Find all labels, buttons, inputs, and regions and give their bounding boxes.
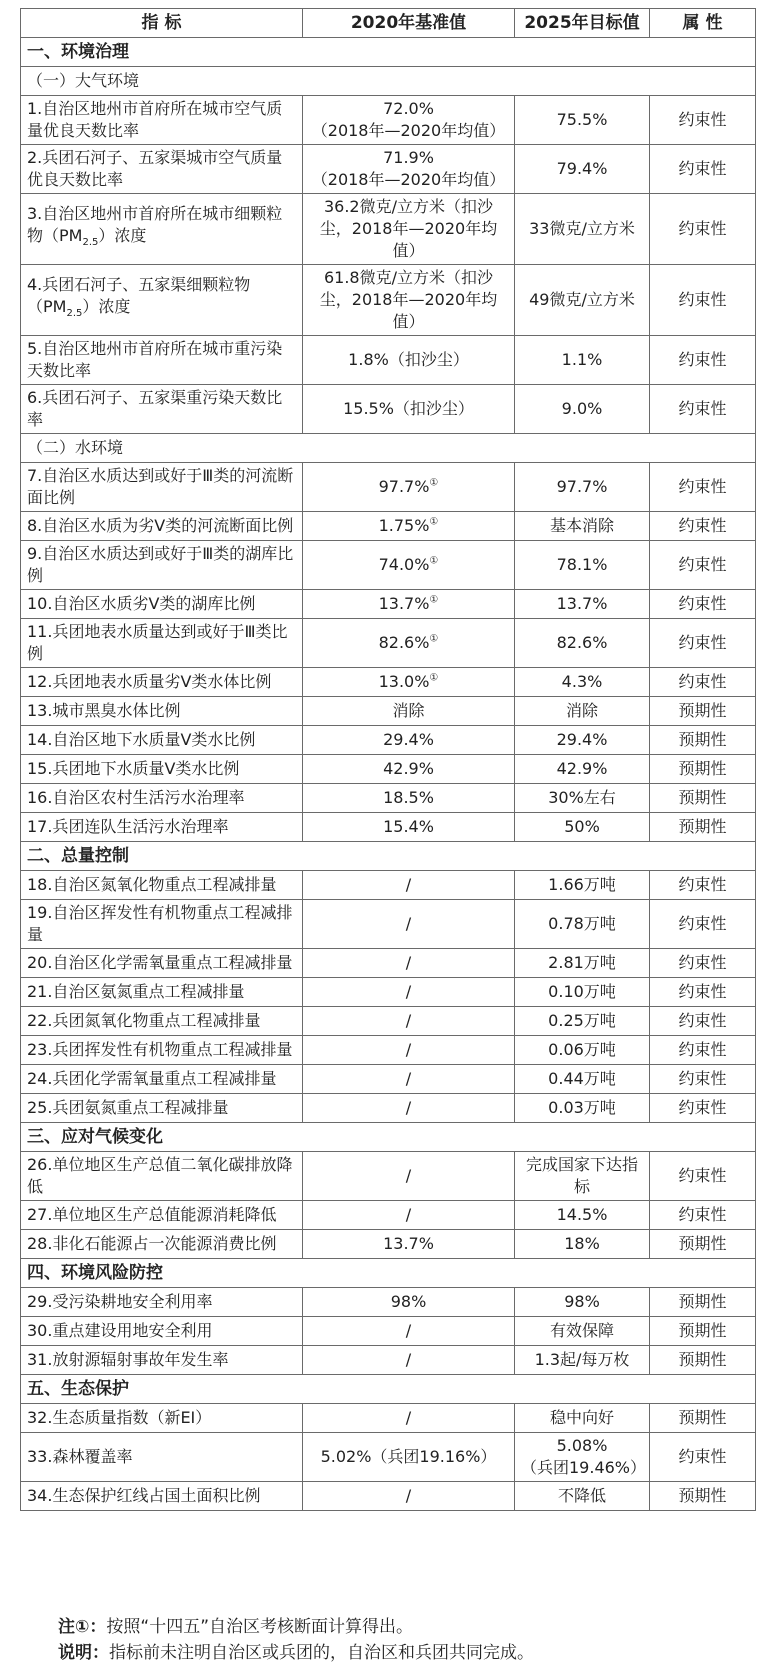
baseline-value: / [303, 1094, 515, 1123]
table-row [21, 978, 756, 1007]
indicator-name: 13.城市黑臭水体比例 [21, 697, 303, 726]
target-value: 0.44万吨 [515, 1065, 650, 1094]
target-value: 0.78万吨 [515, 900, 650, 949]
attribute-value: 约束性 [650, 900, 756, 949]
subsection-header-row [21, 67, 756, 96]
attribute-value: 约束性 [650, 1036, 756, 1065]
target-value: 2.81万吨 [515, 949, 650, 978]
baseline-value: 1.75%① [303, 512, 515, 541]
baseline-value: / [303, 1152, 515, 1201]
indicator-name: 1.自治区地州市首府所在城市空气质量优良天数比率 [21, 96, 303, 145]
section-header-row [21, 1123, 756, 1152]
indicator-name: 26.单位地区生产总值二氧化碳排放降低 [21, 1152, 303, 1201]
baseline-value: 42.9% [303, 755, 515, 784]
target-value: 0.25万吨 [515, 1007, 650, 1036]
indicator-name: 12.兵团地表水质量劣Ⅴ类水体比例 [21, 668, 303, 697]
attribute-value: 预期性 [650, 1404, 756, 1433]
table-row [21, 194, 756, 265]
table-row [21, 541, 756, 590]
table-row [21, 1094, 756, 1123]
note-text: 按照“十四五”自治区考核断面计算得出。 [106, 1617, 414, 1637]
target-value: 0.03万吨 [515, 1094, 650, 1123]
section-title: 三、应对气候变化 [21, 1123, 756, 1152]
table-row [21, 590, 756, 619]
target-value: 消除 [515, 697, 650, 726]
target-value: 79.4% [515, 145, 650, 194]
baseline-value: 消除 [303, 697, 515, 726]
indicator-name: 21.自治区氨氮重点工程减排量 [21, 978, 303, 1007]
target-value: 82.6% [515, 619, 650, 668]
attribute-value: 预期性 [650, 697, 756, 726]
baseline-value: / [303, 1346, 515, 1375]
indicator-name: 20.自治区化学需氧量重点工程减排量 [21, 949, 303, 978]
table-row [21, 1036, 756, 1065]
table-row [21, 1065, 756, 1094]
subsection-title: （二）水环境 [21, 434, 756, 463]
table-row [21, 949, 756, 978]
header-attribute: 属 性 [650, 9, 756, 38]
baseline-value: / [303, 1482, 515, 1511]
indicator-table [20, 8, 756, 1511]
attribute-value: 约束性 [650, 949, 756, 978]
attribute-value: 预期性 [650, 726, 756, 755]
attribute-value: 约束性 [650, 1065, 756, 1094]
attribute-value: 约束性 [650, 336, 756, 385]
indicator-name: 27.单位地区生产总值能源消耗降低 [21, 1201, 303, 1230]
indicator-name: 22.兵团氮氧化物重点工程减排量 [21, 1007, 303, 1036]
footnote-marker: ① [429, 594, 439, 606]
target-value: 基本消除 [515, 512, 650, 541]
attribute-value: 约束性 [650, 463, 756, 512]
footnote-marker: ① [429, 477, 439, 489]
baseline-value: 36.2微克/立方米（扣沙尘，2018年—2020年均值） [303, 194, 515, 265]
table-row [21, 755, 756, 784]
baseline-value: / [303, 1007, 515, 1036]
section-title: 一、环境治理 [21, 38, 756, 67]
attribute-value: 预期性 [650, 1346, 756, 1375]
indicator-name: 16.自治区农村生活污水治理率 [21, 784, 303, 813]
indicator-name: 25.兵团氨氮重点工程减排量 [21, 1094, 303, 1123]
target-value: 1.1% [515, 336, 650, 385]
indicator-name: 33.森林覆盖率 [21, 1433, 303, 1482]
attribute-value: 约束性 [650, 619, 756, 668]
target-value: 完成国家下达指标 [515, 1152, 650, 1201]
attribute-value: 预期性 [650, 1230, 756, 1259]
baseline-value: / [303, 1065, 515, 1094]
indicator-name: 34.生态保护红线占国土面积比例 [21, 1482, 303, 1511]
table-row [21, 697, 756, 726]
baseline-value: 13.7%① [303, 590, 515, 619]
target-value: 有效保障 [515, 1317, 650, 1346]
target-value: 97.7% [515, 463, 650, 512]
subsection-title: （一）大气环境 [21, 67, 756, 96]
note-line [58, 1640, 534, 1666]
table-row [21, 1152, 756, 1201]
table-row [21, 1007, 756, 1036]
footnote-marker: ① [429, 555, 439, 567]
target-value: 42.9% [515, 755, 650, 784]
baseline-value: 5.02%（兵团19.16%） [303, 1433, 515, 1482]
section-header-row [21, 842, 756, 871]
note-label: 说明： [58, 1643, 109, 1663]
target-value: 1.66万吨 [515, 871, 650, 900]
attribute-value: 约束性 [650, 194, 756, 265]
target-value: 33微克/立方米 [515, 194, 650, 265]
section-header-row [21, 38, 756, 67]
attribute-value: 约束性 [650, 385, 756, 434]
indicator-name: 4.兵团石河子、五家渠细颗粒物$(PM_{2.5})$浓度 [21, 265, 303, 336]
table-row [21, 1230, 756, 1259]
table-row [21, 1433, 756, 1482]
baseline-value: 61.8微克/立方米（扣沙尘，2018年—2020年均值） [303, 265, 515, 336]
table-row [21, 1482, 756, 1511]
baseline-value: 72.0% （2018年—2020年均值） [303, 96, 515, 145]
table-row [21, 512, 756, 541]
indicator-name: 30.重点建设用地安全利用 [21, 1317, 303, 1346]
indicator-name: 10.自治区水质劣Ⅴ类的湖库比例 [21, 590, 303, 619]
table-row [21, 1288, 756, 1317]
table-row [21, 784, 756, 813]
footnote-marker: ① [429, 633, 439, 645]
attribute-value: 约束性 [650, 978, 756, 1007]
target-value: 13.7% [515, 590, 650, 619]
indicator-name: 2.兵团石河子、五家渠城市空气质量优良天数比率 [21, 145, 303, 194]
indicator-name: 17.兵团连队生活污水治理率 [21, 813, 303, 842]
table-row [21, 668, 756, 697]
attribute-value: 约束性 [650, 1007, 756, 1036]
target-value: 5.08% （兵团19.46%） [515, 1433, 650, 1482]
indicator-name: 19.自治区挥发性有机物重点工程减排量 [21, 900, 303, 949]
attribute-value: 预期性 [650, 755, 756, 784]
target-value: 30%左右 [515, 784, 650, 813]
header-indicator: 指 标 [21, 9, 303, 38]
target-value: 29.4% [515, 726, 650, 755]
indicator-name: 24.兵团化学需氧量重点工程减排量 [21, 1065, 303, 1094]
baseline-value: 82.6%① [303, 619, 515, 668]
note-label: 注①： [58, 1617, 107, 1637]
indicator-name: 28.非化石能源占一次能源消费比例 [21, 1230, 303, 1259]
baseline-value: 15.4% [303, 813, 515, 842]
attribute-value: 预期性 [650, 813, 756, 842]
attribute-value: 约束性 [650, 590, 756, 619]
section-title: 五、生态保护 [21, 1375, 756, 1404]
attribute-value: 预期性 [650, 784, 756, 813]
table-header-row [21, 9, 756, 38]
baseline-value: / [303, 1404, 515, 1433]
attribute-value: 约束性 [650, 541, 756, 590]
baseline-value: 97.7%① [303, 463, 515, 512]
target-value: 0.06万吨 [515, 1036, 650, 1065]
target-value: 9.0% [515, 385, 650, 434]
baseline-value: / [303, 1036, 515, 1065]
table-row [21, 336, 756, 385]
attribute-value: 预期性 [650, 1317, 756, 1346]
target-value: 4.3% [515, 668, 650, 697]
target-value: 不降低 [515, 1482, 650, 1511]
target-value: 稳中向好 [515, 1404, 650, 1433]
header-target: 2025年目标值 [515, 9, 650, 38]
baseline-value: / [303, 871, 515, 900]
subsection-header-row [21, 434, 756, 463]
indicator-name: 14.自治区地下水质量Ⅴ类水比例 [21, 726, 303, 755]
target-value: 1.3起/每万枚 [515, 1346, 650, 1375]
target-value: 0.10万吨 [515, 978, 650, 1007]
table-row [21, 1404, 756, 1433]
target-value: 49微克/立方米 [515, 265, 650, 336]
table-row [21, 871, 756, 900]
target-value: 98% [515, 1288, 650, 1317]
table-row [21, 1346, 756, 1375]
baseline-value: 74.0%① [303, 541, 515, 590]
notes-block [58, 1614, 534, 1666]
indicator-name: 11.兵团地表水质量达到或好于Ⅲ类比例 [21, 619, 303, 668]
baseline-value: 18.5% [303, 784, 515, 813]
attribute-value: 约束性 [650, 265, 756, 336]
table-row [21, 463, 756, 512]
table-row [21, 813, 756, 842]
target-value: 18% [515, 1230, 650, 1259]
baseline-value: 98% [303, 1288, 515, 1317]
table-row [21, 619, 756, 668]
baseline-value: 71.9% （2018年—2020年均值） [303, 145, 515, 194]
table-row [21, 1317, 756, 1346]
footnote-marker: ① [429, 672, 439, 684]
table-row [21, 145, 756, 194]
indicator-name: 3.自治区地州市首府所在城市细颗粒物$(PM_{2.5})$浓度 [21, 194, 303, 265]
indicator-name: 5.自治区地州市首府所在城市重污染天数比率 [21, 336, 303, 385]
section-header-row [21, 1259, 756, 1288]
indicator-name: 23.兵团挥发性有机物重点工程减排量 [21, 1036, 303, 1065]
baseline-value: / [303, 1317, 515, 1346]
indicator-table-container [20, 8, 755, 1511]
attribute-value: 约束性 [650, 668, 756, 697]
indicator-name: 8.自治区水质为劣Ⅴ类的河流断面比例 [21, 512, 303, 541]
target-value: 78.1% [515, 541, 650, 590]
attribute-value: 约束性 [650, 1152, 756, 1201]
section-title: 二、总量控制 [21, 842, 756, 871]
table-body [21, 38, 756, 1511]
target-value: 75.5% [515, 96, 650, 145]
attribute-value: 约束性 [650, 1201, 756, 1230]
baseline-value: 15.5%（扣沙尘） [303, 385, 515, 434]
attribute-value: 约束性 [650, 871, 756, 900]
table-row [21, 96, 756, 145]
attribute-value: 约束性 [650, 1433, 756, 1482]
table-row [21, 265, 756, 336]
target-value: 14.5% [515, 1201, 650, 1230]
baseline-value: / [303, 1201, 515, 1230]
table-row [21, 385, 756, 434]
baseline-value: / [303, 949, 515, 978]
indicator-name: 18.自治区氮氧化物重点工程减排量 [21, 871, 303, 900]
footnote-marker: ① [429, 516, 439, 528]
baseline-value: / [303, 978, 515, 1007]
indicator-name: 9.自治区水质达到或好于Ⅲ类的湖库比例 [21, 541, 303, 590]
indicator-name: 6.兵团石河子、五家渠重污染天数比率 [21, 385, 303, 434]
header-baseline: 2020年基准值 [303, 9, 515, 38]
indicator-name: 31.放射源辐射事故年发生率 [21, 1346, 303, 1375]
section-title: 四、环境风险防控 [21, 1259, 756, 1288]
attribute-value: 预期性 [650, 1288, 756, 1317]
attribute-value: 约束性 [650, 145, 756, 194]
note-line [58, 1614, 534, 1640]
target-value: 50% [515, 813, 650, 842]
indicator-name: 7.自治区水质达到或好于Ⅲ类的河流断面比例 [21, 463, 303, 512]
attribute-value: 预期性 [650, 1482, 756, 1511]
indicator-name: 29.受污染耕地安全利用率 [21, 1288, 303, 1317]
baseline-value: 13.0%① [303, 668, 515, 697]
baseline-value: 1.8%（扣沙尘） [303, 336, 515, 385]
note-text: 指标前未注明自治区或兵团的，自治区和兵团共同完成。 [109, 1643, 534, 1663]
baseline-value: / [303, 900, 515, 949]
attribute-value: 约束性 [650, 96, 756, 145]
indicator-name: 15.兵团地下水质量Ⅴ类水比例 [21, 755, 303, 784]
section-header-row [21, 1375, 756, 1404]
baseline-value: 29.4% [303, 726, 515, 755]
attribute-value: 约束性 [650, 1094, 756, 1123]
table-row [21, 900, 756, 949]
attribute-value: 约束性 [650, 512, 756, 541]
indicator-name: 32.生态质量指数（新EI） [21, 1404, 303, 1433]
table-row [21, 1201, 756, 1230]
table-row [21, 726, 756, 755]
baseline-value: 13.7% [303, 1230, 515, 1259]
